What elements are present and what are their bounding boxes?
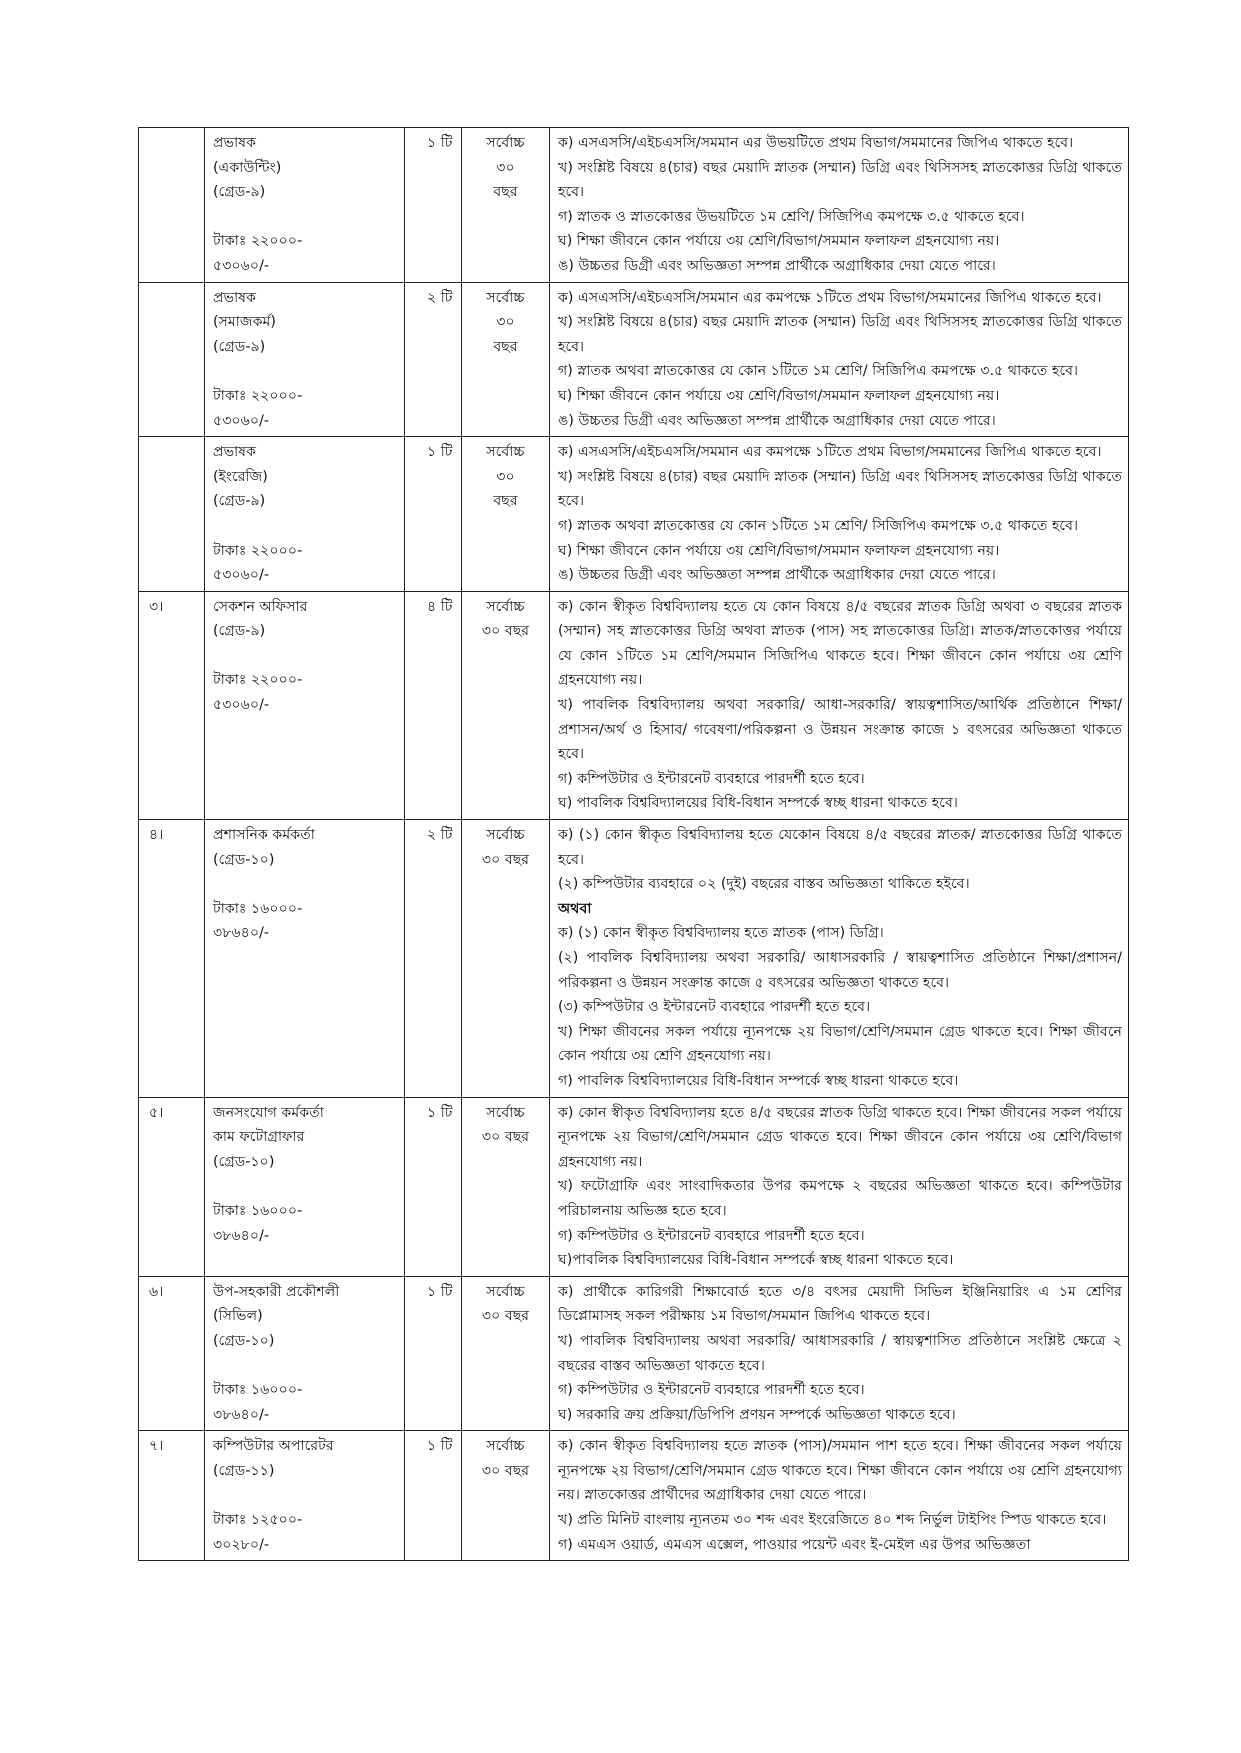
pay-scale-line: টাকাঃ ২২০০০-	[213, 233, 303, 250]
pay-scale-line: ৫৩০৬০/-	[213, 697, 270, 714]
requirement-item: ক) প্রার্থীকে কারিগরী শিক্ষাবোর্ড হতে ৩/৪ বৎসর মেয়াদী সিভিল ইঞ্জিনিয়ারিং এ ১ম শ্রেণির ডিপ্লোমাসহ সকল পরীক্ষায় ১ম বিভাগ/সমমান জিপিএ থাকতে হবে।	[558, 1283, 1122, 1325]
post-count-cell	[405, 1097, 462, 1276]
age-limit-line: সর্বোচ্চ	[486, 289, 525, 306]
post-line: (গ্রেড-৯)	[213, 338, 266, 355]
requirement-item: গ) স্নাতক অথবা স্নাতকোত্তর যে কোন ১টিতে ১ম শ্রেণি/ সিজিপিএ কমপক্ষে ৩.৫ থাকতে হবে।	[558, 517, 1079, 534]
pay-scale-line: টাকাঃ ২২০০০-	[213, 672, 303, 689]
post-line: কম্পিউটার অপারেটর	[213, 1438, 334, 1455]
requirement-item: ঘ) সরকারি ক্রয় প্রক্রিয়া/ডিপিপি প্রণয়ন সম্পর্কে অভিজ্ঞতা থাকতে হবে।	[558, 1406, 956, 1423]
post-line: (সমাজকর্ম)	[213, 314, 276, 331]
serial-cell	[139, 1431, 205, 1561]
age-limit-cell	[462, 282, 550, 437]
post-line: (গ্রেড-৯)	[213, 184, 266, 201]
pay-scale-line: টাকাঃ ২২০০০-	[213, 542, 303, 559]
post-count: ৪ টি	[427, 598, 453, 615]
requirements-cell	[550, 591, 1129, 819]
age-limit-line: সর্বোচ্চ	[486, 1283, 525, 1300]
post-line: (সিভিল)	[213, 1308, 263, 1325]
age-limit-cell	[462, 591, 550, 819]
pay-scale-line: ৩৮৬৪০/-	[213, 925, 269, 942]
requirement-item: ক) (১) কোন স্বীকৃত বিশ্ববিদ্যালয় হতে যেকোন বিষয়ে ৪/৫ বছরের স্নাতক/ স্নাতকোত্তর ডিগ্রি থাকতে হবে।	[558, 827, 1122, 868]
requirement-item: ক) কোন স্বীকৃত বিশ্ববিদ্যালয় হতে স্নাতক (পাস)/সমমান পাশ হতে হবে। শিক্ষা জীবনের সকল পর্যায়ে ন্যূনপক্ষে ২য় বিভাগ/শ্রেণি/সমমান গ্রেড থাকতে হবে। শিক্ষা জীবনে কোন পর্যায়ে ৩য় শ্রেণি গ্রহনযোগ্য নয়। স্নাতকোত্তর প্রার্থীদের অগ্রাধিকার দেয়া যেতে পারে।	[558, 1438, 1122, 1504]
post-line: (গ্রেড-১১)	[213, 1462, 275, 1479]
pay-scale-line: ৫৩০৬০/-	[213, 412, 270, 429]
age-limit-line: সর্বোচ্চ	[486, 1438, 525, 1455]
table-row	[139, 591, 1129, 819]
serial-cell	[139, 1097, 205, 1276]
requirement-item: ক) কোন স্বীকৃত বিশ্ববিদ্যালয় হতে ৪/৫ বছরের স্নাতক ডিগ্রি থাকতে হবে। শিক্ষা জীবনের সকল পর্যায়ে ন্যূনপক্ষে ২য় বিভাগ/শ্রেণি/সমমান গ্রেড থাকতে হবে। শিক্ষা জীবনে কোন পর্যায়ে ৩য় শ্রেণি/বিভাগ গ্রহনযোগ্য নয়।	[558, 1104, 1122, 1170]
requirement-item: ক) কোন স্বীকৃত বিশ্ববিদ্যালয় হতে যে কোন বিষয়ে ৪/৫ বছরের স্নাতক ডিগ্রি অথবা ৩ বছরের স্নাতক (সম্মান) সহ স্নাতকোত্তর ডিগ্রি অথবা স্নাতক (পাস) সহ স্নাতকোত্তর ডিগ্রি। স্নাতক/স্নাতকোত্তর পর্যায়ে যে কোন ১টিতে ১ম শ্রেণি/সমমান সিজিপিএ থাকতে হবে। শিক্ষা জীবনে কোন পর্যায়ে ৩য় শ্রেণি গ্রহনযোগ্য নয়।	[558, 598, 1122, 689]
table-row	[139, 1276, 1129, 1431]
pay-scale-line: ৫৩০৬০/-	[213, 257, 270, 274]
serial-cell	[139, 128, 205, 283]
post-count: ২ টি	[427, 827, 453, 844]
pay-scale-line: ৩৮৬৪০/-	[213, 1406, 269, 1423]
post-line: প্রভাষক	[213, 289, 257, 306]
pay-scale-line: ৩৮৬৪০/-	[213, 1227, 269, 1244]
requirement-item: ঙ) উচ্চতর ডিগ্রী এবং অভিজ্ঞতা সম্পন্ন প্রার্থীকে অগ্রাধিকার দেয়া যেতে পারে।	[558, 257, 996, 274]
requirement-item: ঙ) উচ্চতর ডিগ্রী এবং অভিজ্ঞতা সম্পন্ন প্রার্থীকে অগ্রাধিকার দেয়া যেতে পারে।	[558, 412, 996, 429]
post-line: (গ্রেড-১০)	[213, 1153, 275, 1170]
age-limit-cell	[462, 1097, 550, 1276]
post-cell	[205, 1276, 405, 1431]
requirement-item: ঘ) শিক্ষা জীবনে কোন পর্যায়ে ৩য় শ্রেণি/বিভাগ/সমমান ফলাফল গ্রহনযোগ্য নয়।	[558, 387, 1000, 404]
requirement-item: গ) পাবলিক বিশ্ববিদ্যালয়ের বিধি-বিধান সম্পর্কে স্বচ্ছ ধারনা থাকতে হবে।	[558, 1072, 959, 1089]
age-limit-cell	[462, 820, 550, 1098]
serial-cell	[139, 437, 205, 592]
requirement-item: গ) কম্পিউটার ও ইন্টারনেট ব্যবহারে পারদর্শী হতে হবে।	[558, 770, 865, 787]
table-row	[139, 437, 1129, 592]
post-cell	[205, 1097, 405, 1276]
requirement-item: ক) এসএসসি/এইচএসসি/সমমান এর কমপক্ষে ১টিতে প্রথম বিভাগ/সমমানের জিপিএ থাকতে হবে।	[558, 289, 1102, 306]
post-count-cell	[405, 591, 462, 819]
requirement-item: খ) পাবলিক বিশ্ববিদ্যালয় অথবা সরকারি/ আধা-সরকারি/ স্বায়ত্বশাসিত/আর্থিক প্রতিষ্ঠানে শিক্ষা/প্রশাসন/অর্থ ও হিসাব/ গবেষণা/পরিকল্পনা ও উন্নয়ন সংক্রান্ত কাজে ১ বৎসরের অভিজ্ঞতা থাকতে হবে।	[558, 697, 1122, 763]
post-count: ১ টি	[427, 135, 453, 151]
post-line: (ইংরেজি)	[213, 468, 268, 485]
age-limit-line: সর্বোচ্চ	[486, 444, 525, 461]
table-body	[139, 128, 1129, 1561]
requirements-cell	[550, 437, 1129, 592]
post-line: সেকশন অফিসার	[213, 598, 308, 615]
post-line: প্রশাসনিক কর্মকর্তা	[213, 827, 315, 844]
spacer	[213, 1174, 398, 1199]
serial-cell	[139, 591, 205, 819]
requirement-item: (২) পাবলিক বিশ্ববিদ্যালয় অথবা সরকারি/ আধাসরকারি / স্বায়ত্বশাসিত প্রতিষ্ঠানে শিক্ষা/প্রশাসন/পরিকল্পনা ও উন্নয়ন সংক্রান্ত কাজে ৫ বৎসরের অভিজ্ঞতা থাকতে হবে।	[558, 950, 1122, 991]
requirement-item: ক) (১) কোন স্বীকৃত বিশ্ববিদ্যালয় হতে স্নাতক (পাস) ডিগ্রি।	[558, 925, 884, 942]
recruitment-table	[138, 127, 1129, 1561]
pay-scale-line: টাকাঃ ১৬০০০-	[213, 900, 303, 917]
requirement-item: গ) কম্পিউটার ও ইন্টারনেট ব্যবহারে পারদর্শী হতে হবে।	[558, 1382, 865, 1399]
pay-scale-line: টাকাঃ ১২৫০০-	[213, 1512, 303, 1529]
requirement-item: ক) এসএসসি/এইচএসসি/সমমান এর উভয়টিতে প্রথম বিভাগ/সমমানের জিপিএ থাকতে হবে।	[558, 135, 1074, 151]
serial-number: ৩।	[149, 598, 164, 615]
age-limit-cell	[462, 437, 550, 592]
post-count: ১ টি	[427, 1283, 453, 1300]
post-cell	[205, 437, 405, 592]
pay-scale-line: ৩০২৮০/-	[213, 1536, 270, 1553]
post-count: ২ টি	[427, 289, 453, 306]
post-cell	[205, 591, 405, 819]
requirement-item: খ) প্রতি মিনিট বাংলায় ন্যূনতম ৩০ শব্দ এবং ইংরেজিতে ৪০ শব্দ নির্ভুল টাইপিং স্পিড থাকতে হবে।	[558, 1512, 1107, 1529]
post-line: উপ-সহকারী প্রকৌশলী	[213, 1283, 340, 1300]
spacer	[213, 359, 398, 384]
requirement-item: খ) সংশ্লিষ্ট বিষয়ে ৪(চার) বছর মেয়াদি স্নাতক (সম্মান) ডিগ্রি এবং থিসিসসহ স্নাতকোত্তর ডিগ্রি থাকতে হবে।	[558, 314, 1122, 355]
post-count-cell	[405, 128, 462, 283]
age-limit-line: সর্বোচ্চ	[486, 598, 525, 615]
spacer	[213, 514, 398, 539]
requirement-item: ঙ) উচ্চতর ডিগ্রী এবং অভিজ্ঞতা সম্পন্ন প্রার্থীকে অগ্রাধিকার দেয়া যেতে পারে।	[558, 567, 996, 584]
age-limit-line: বছর	[493, 184, 518, 201]
pay-scale-line: টাকাঃ ১৬০০০-	[213, 1202, 303, 1219]
requirement-item: ক) এসএসসি/এইচএসসি/সমমান এর কমপক্ষে ১টিতে প্রথম বিভাগ/সমমানের জিপিএ থাকতে হবে।	[558, 444, 1102, 461]
age-limit-line: ৩০ বছর	[481, 851, 530, 868]
post-count: ১ টি	[427, 1438, 453, 1455]
post-count-cell	[405, 820, 462, 1098]
post-line: জনসংযোগ কর্মকর্তা	[213, 1104, 324, 1121]
post-line: (একাউন্টিং)	[213, 159, 282, 176]
requirement-item: গ) স্নাতক অথবা স্নাতকোত্তর যে কোন ১টিতে ১ম শ্রেণি/ সিজিপিএ কমপক্ষে ৩.৫ থাকতে হবে।	[558, 363, 1079, 380]
post-cell	[205, 1431, 405, 1561]
recruitment-table-sheet	[138, 127, 1128, 1561]
spacer	[213, 872, 398, 897]
requirements-cell	[550, 128, 1129, 283]
post-line: প্রভাষক	[213, 444, 257, 461]
post-count: ১ টি	[427, 1104, 453, 1121]
serial-number: ৫।	[149, 1104, 164, 1121]
post-line: (গ্রেড-১০)	[213, 851, 275, 868]
age-limit-line: ৩০ বছর	[481, 1462, 530, 1479]
serial-number: ৬।	[149, 1283, 164, 1300]
table-row	[139, 128, 1129, 283]
requirement-item: খ) সংশ্লিষ্ট বিষয়ে ৪(চার) বছর মেয়াদি স্নাতক (সম্মান) ডিগ্রি এবং থিসিসসহ স্নাতকোত্তর ডিগ্রি থাকতে হবে।	[558, 468, 1122, 510]
age-limit-line: সর্বোচ্চ	[486, 135, 525, 151]
age-limit-line: ৩০	[496, 159, 515, 176]
requirements-cell	[550, 1276, 1129, 1431]
post-cell	[205, 128, 405, 283]
post-line: (গ্রেড-৯)	[213, 493, 266, 510]
requirements-cell	[550, 282, 1129, 437]
age-limit-cell	[462, 1276, 550, 1431]
table-row	[139, 1431, 1129, 1561]
requirement-item: গ) স্নাতক ও স্নাতকোত্তর উভয়টিতে ১ম শ্রেণি/ সিজিপিএ কমপক্ষে ৩.৫ থাকতে হবে।	[558, 208, 1025, 225]
post-count-cell	[405, 282, 462, 437]
age-limit-line: ৩০ বছর	[481, 1129, 530, 1146]
requirement-item: খ) শিক্ষা জীবনের সকল পর্যায়ে ন্যূনপক্ষে ২য় বিভাগ/শ্রেণি/সমমান গ্রেড থাকতে হবে। শিক্ষা জীবনে কোন পর্যায়ে ৩য় শ্রেণি গ্রহনযোগ্য নয়।	[558, 1023, 1122, 1065]
age-limit-cell	[462, 1431, 550, 1561]
requirement-item: (২) কম্পিউটার ব্যবহারে ০২ (দুই) বছরের বাস্তব অভিজ্ঞতা থাকিতে হইবে।	[558, 876, 970, 893]
requirements-cell	[550, 1097, 1129, 1276]
serial-cell	[139, 820, 205, 1098]
table-row	[139, 820, 1129, 1098]
pay-scale-line: টাকাঃ ২২০০০-	[213, 387, 303, 404]
age-limit-line: ৩০	[496, 314, 515, 331]
post-count-cell	[405, 1431, 462, 1561]
age-limit-line: ৩০ বছর	[481, 1308, 530, 1325]
post-line: প্রভাষক	[213, 135, 257, 151]
serial-cell	[139, 282, 205, 437]
requirement-item: গ) কম্পিউটার ও ইন্টারনেট ব্যবহারে পারদর্শী হতে হবে।	[558, 1227, 865, 1244]
serial-cell	[139, 1276, 205, 1431]
post-count-cell	[405, 1276, 462, 1431]
requirement-item: অথবা	[558, 900, 592, 917]
pay-scale-line: ৫৩০৬০/-	[213, 567, 270, 584]
requirements-cell	[550, 820, 1129, 1098]
age-limit-line: বছর	[493, 338, 518, 355]
spacer	[213, 644, 398, 669]
table-row	[139, 1097, 1129, 1276]
post-count: ১ টি	[427, 444, 453, 461]
spacer	[213, 205, 398, 230]
requirement-item: গ) এমএস ওয়ার্ড, এমএস এক্সেল, পাওয়ার পয়েন্ট এবং ই-মেইল এর উপর অভিজ্ঞতা	[558, 1536, 1031, 1553]
requirement-item: ঘ)পাবলিক বিশ্ববিদ্যালয়ের বিধি-বিধান সম্পর্কে স্বচ্ছ ধারনা থাকতে হবে।	[558, 1252, 954, 1269]
requirement-item: খ) পাবলিক বিশ্ববিদ্যালয় অথবা সরকারি/ আধাসরকারি / স্বায়ত্বশাসিত প্রতিষ্ঠানে সংশ্লিষ্ট ক্ষেত্রে ২ বছরের বাস্তব অভিজ্ঞতা থাকতে হবে।	[558, 1332, 1122, 1374]
age-limit-line: সর্বোচ্চ	[486, 827, 525, 844]
age-limit-line: ৩০	[496, 468, 515, 485]
requirement-item: (৩) কম্পিউটার ও ইন্টারনেট ব্যবহারে পারদর্শী হতে হবে।	[558, 999, 871, 1016]
requirement-item: ঘ) শিক্ষা জীবনে কোন পর্যায়ে ৩য় শ্রেণি/বিভাগ/সমমান ফলাফল গ্রহনযোগ্য নয়।	[558, 233, 1000, 250]
post-count-cell	[405, 437, 462, 592]
post-line: (গ্রেড-৯)	[213, 623, 266, 640]
post-cell	[205, 820, 405, 1098]
requirement-item: ঘ) শিক্ষা জীবনে কোন পর্যায়ে ৩য় শ্রেণি/বিভাগ/সমমান ফলাফল গ্রহনযোগ্য নয়।	[558, 542, 1000, 559]
age-limit-line: বছর	[493, 493, 518, 510]
requirement-item: খ) সংশ্লিষ্ট বিষয়ে ৪(চার) বছর মেয়াদি স্নাতক (সম্মান) ডিগ্রি এবং থিসিসসহ স্নাতকোত্তর ডিগ্রি থাকতে হবে।	[558, 159, 1122, 201]
requirements-cell	[550, 1431, 1129, 1561]
spacer	[213, 1483, 398, 1508]
post-line: (গ্রেড-১০)	[213, 1332, 275, 1349]
post-line: কাম ফটোগ্রাফার	[213, 1129, 305, 1146]
age-limit-line: সর্বোচ্চ	[486, 1104, 525, 1121]
serial-number: ৭।	[149, 1438, 164, 1455]
age-limit-line: ৩০ বছর	[481, 623, 530, 640]
post-cell	[205, 282, 405, 437]
spacer	[213, 1354, 398, 1379]
age-limit-cell	[462, 128, 550, 283]
requirement-item: খ) ফটোগ্রাফি এবং সাংবাদিকতার উপর কমপক্ষে ২ বছরের অভিজ্ঞতা থাকতে হবে। কম্পিউটার পরিচালনায় অভিজ্ঞ হতে হবে।	[558, 1178, 1122, 1219]
requirement-item: ঘ) পাবলিক বিশ্ববিদ্যালয়ের বিধি-বিধান সম্পর্কে স্বচ্ছ ধারনা থাকতে হবে।	[558, 795, 958, 812]
serial-number: ৪।	[149, 827, 164, 844]
table-row	[139, 282, 1129, 437]
pay-scale-line: টাকাঃ ১৬০০০-	[213, 1382, 303, 1399]
